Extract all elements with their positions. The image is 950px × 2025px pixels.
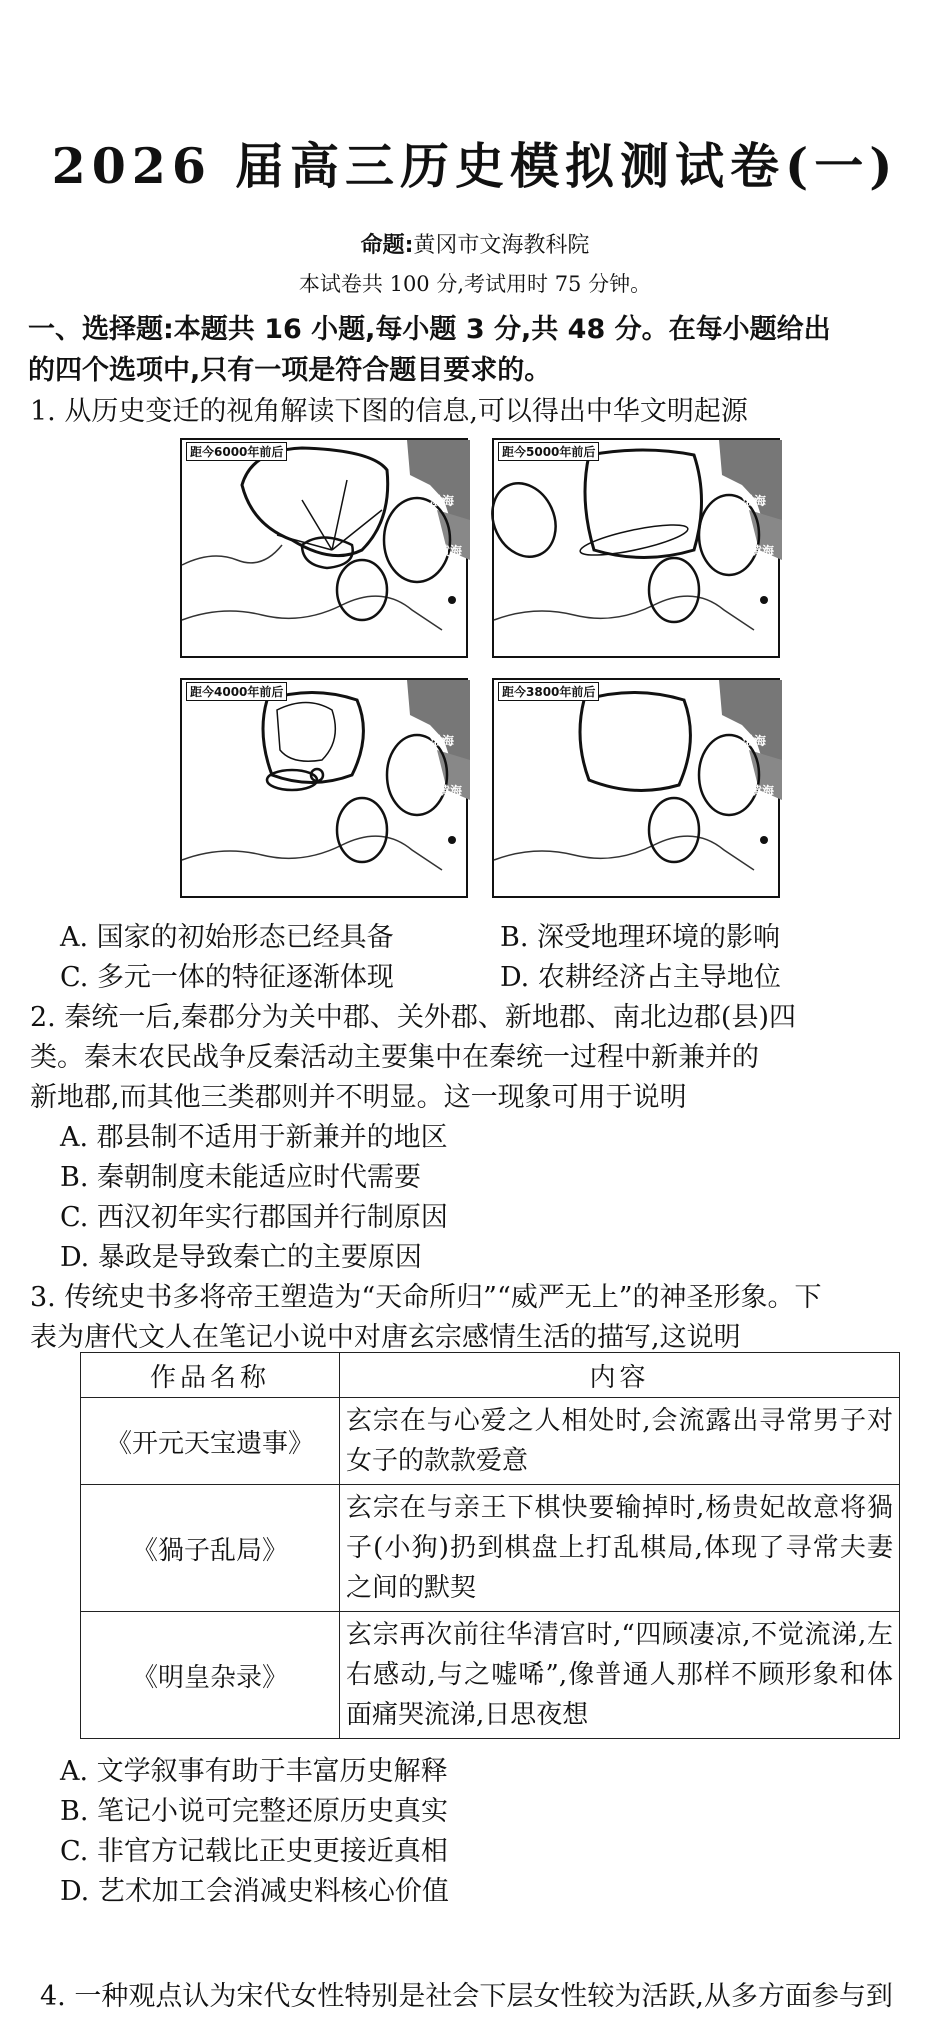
q1-stem: 1. 从历史变迁的视角解读下图的信息,可以得出中华文明起源 <box>30 396 748 427</box>
table-cell-content: 玄宗再次前往华清宫时,“四顾凄凉,不觉流涕,左右感动,与之嘘唏”,像普通人那样不顾形象和体面痛哭流涕,日思夜想 <box>340 1612 900 1739</box>
map-3800 <box>492 678 780 898</box>
table-header-name: 作品名称 <box>81 1353 340 1398</box>
page-title: 2026 届高三历史模拟测试卷(一) <box>51 137 899 195</box>
q2-option-c[interactable]: C. 西汉初年实行郡国并行制原因 <box>60 1202 448 1233</box>
q4-cut-text: 4. 一种观点认为宋代女性特别是社会下层女性较为活跃,从多方面参与到 <box>40 1981 893 2012</box>
q3-option-b[interactable]: B. 笔记小说可完整还原历史真实 <box>60 1796 449 1827</box>
q1-option-d[interactable]: D. 农耕经济占主导地位 <box>500 962 781 993</box>
map-4000-sea2: 黄海 <box>438 784 463 798</box>
map-5000 <box>492 438 780 658</box>
q4-cutoff-line <box>0 1981 950 2012</box>
map-6000-sea2: 黄海 <box>438 544 463 558</box>
q1-map-figure <box>180 438 780 913</box>
table-row <box>81 1612 900 1739</box>
q2-stem-line-3: 新地郡,而其他三类郡则并不明显。这一现象可用于说明 <box>30 1082 687 1113</box>
q2-stem-line-2: 类。秦末农民战争反秦活动主要集中在秦统一过程中新兼并的 <box>30 1042 759 1073</box>
table-header-content: 内容 <box>340 1353 900 1398</box>
map-4000-drawing <box>182 680 470 900</box>
map-5000-sea2: 黄海 <box>750 544 775 558</box>
q3-option-d[interactable]: D. 艺术加工会消减史料核心价值 <box>60 1876 449 1907</box>
table-cell-content: 玄宗在与心爱之人相处时,会流露出寻常男子对女子的款款爱意 <box>340 1398 900 1485</box>
map-5000-label: 距今5000年前后 <box>498 442 599 461</box>
table-cell-name: 《明皇杂录》 <box>81 1612 340 1739</box>
table-header-row <box>81 1353 900 1398</box>
q3-stem-line-2: 表为唐代文人在笔记小说中对唐玄宗感情生活的描写,这说明 <box>30 1322 741 1353</box>
map-4000-label: 距今4000年前后 <box>186 682 287 701</box>
q3-option-c[interactable]: C. 非官方记载比正史更接近真相 <box>60 1836 448 1867</box>
q2-option-d[interactable]: D. 暴政是导致秦亡的主要原因 <box>60 1242 422 1273</box>
section-line-2: 的四个选项中,只有一项是符合题目要求的。 <box>28 355 552 386</box>
table-cell-name: 《开元天宝遗事》 <box>81 1398 340 1485</box>
map-6000 <box>180 438 468 658</box>
author-line <box>0 228 950 259</box>
map-6000-label: 距今6000年前后 <box>186 442 287 461</box>
author-label: 命题: <box>360 233 414 258</box>
table-row <box>81 1485 900 1612</box>
score-info: 本试卷共 100 分,考试用时 75 分钟。 <box>298 272 652 296</box>
q3-option-a[interactable]: A. 文学叙事有助于丰富历史解释 <box>60 1756 448 1787</box>
q2-stem-line-1: 2. 秦统一后,秦郡分为关中郡、关外郡、新地郡、南北边郡(县)四 <box>30 1002 796 1033</box>
q2-option-b[interactable]: B. 秦朝制度未能适应时代需要 <box>60 1162 422 1193</box>
table-row <box>81 1398 900 1485</box>
section-heading <box>28 309 928 391</box>
map-5000-drawing <box>494 440 782 660</box>
q1-option-a[interactable]: A. 国家的初始形态已经具备 <box>60 922 394 953</box>
q3-stem-line-1: 3. 传统史书多将帝王塑造为“天命所归”“威严无上”的神圣形象。下 <box>30 1282 822 1313</box>
author-name: 黄冈市文海教科院 <box>413 233 590 258</box>
table-cell-content: 玄宗在与亲王下棋快要输掉时,杨贵妃故意将猧子(小狗)扔到棋盘上打乱棋局,体现了寻常夫妻之间的默契 <box>340 1485 900 1612</box>
map-3800-drawing <box>494 680 782 900</box>
table-cell-name: 《猧子乱局》 <box>81 1485 340 1612</box>
map-3800-sea1: 渤海 <box>742 734 767 748</box>
q2-option-a[interactable]: A. 郡县制不适用于新兼并的地区 <box>60 1122 448 1153</box>
map-3800-label: 距今3800年前后 <box>498 682 599 701</box>
map-6000-drawing <box>182 440 470 660</box>
map-5000-sea1: 渤海 <box>742 494 767 508</box>
map-4000-sea1: 渤海 <box>430 734 455 748</box>
q1-option-b[interactable]: B. 深受地理环境的影响 <box>500 922 781 953</box>
q1-option-c[interactable]: C. 多元一体的特征逐渐体现 <box>60 962 394 993</box>
q3-table <box>80 1352 900 1739</box>
map-6000-sea1: 渤海 <box>430 494 455 508</box>
map-3800-sea2: 黄海 <box>750 784 775 798</box>
section-line-1: 一、选择题:本题共 16 小题,每小题 3 分,共 48 分。在每小题给出 <box>28 314 831 345</box>
map-4000 <box>180 678 468 898</box>
